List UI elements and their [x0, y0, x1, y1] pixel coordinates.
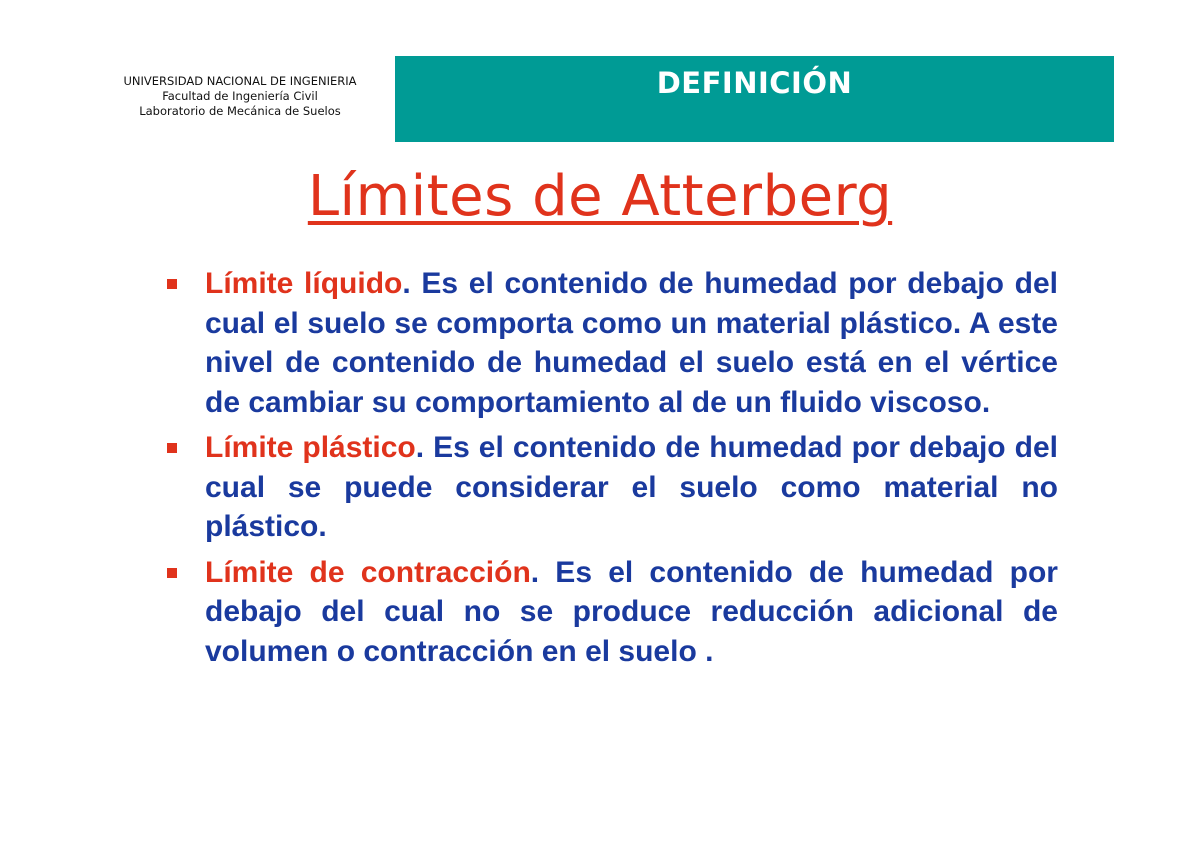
definition-item-limite-contraccion [160, 553, 1058, 672]
definition-text: . Es el contenido de humedad por debajo del cual se puede considerar el suelo como material no plástico. [205, 431, 1058, 543]
square-bullet-icon [167, 279, 177, 289]
square-bullet-icon [167, 568, 177, 578]
university-name: UNIVERSIDAD NACIONAL DE INGENIERIA [123, 74, 357, 88]
definition-text: . Es el contenido de humedad por debajo del cual no se produce reducción adicional de volumen o contracción en el suelo . [205, 555, 1058, 668]
definition-item-limite-liquido [160, 264, 1058, 422]
definition-term: Límite plástico [205, 431, 416, 464]
definition-item-limite-plastico [160, 428, 1058, 547]
square-bullet-icon [167, 443, 177, 453]
section-banner [395, 56, 1114, 142]
definition-term: Límite líquido [205, 267, 403, 300]
section-title: DEFINICIÓN [656, 66, 853, 100]
page-title: Límites de Atterberg [307, 164, 893, 229]
definition-term: Límite de contracción [205, 555, 531, 589]
faculty-name: Facultad de Ingeniería Civil [162, 89, 318, 103]
laboratory-name: Laboratorio de Mecánica de Suelos [139, 104, 341, 118]
institution-block [110, 74, 370, 119]
definitions-list [160, 264, 1058, 677]
definition-text: . Es el contenido de humedad por debajo del cual el suelo se comporta como un material plástico. A este nivel de contenido de humedad el suelo está en el vértice de cambiar su comportamiento al de un fluido viscoso. [205, 267, 1058, 419]
